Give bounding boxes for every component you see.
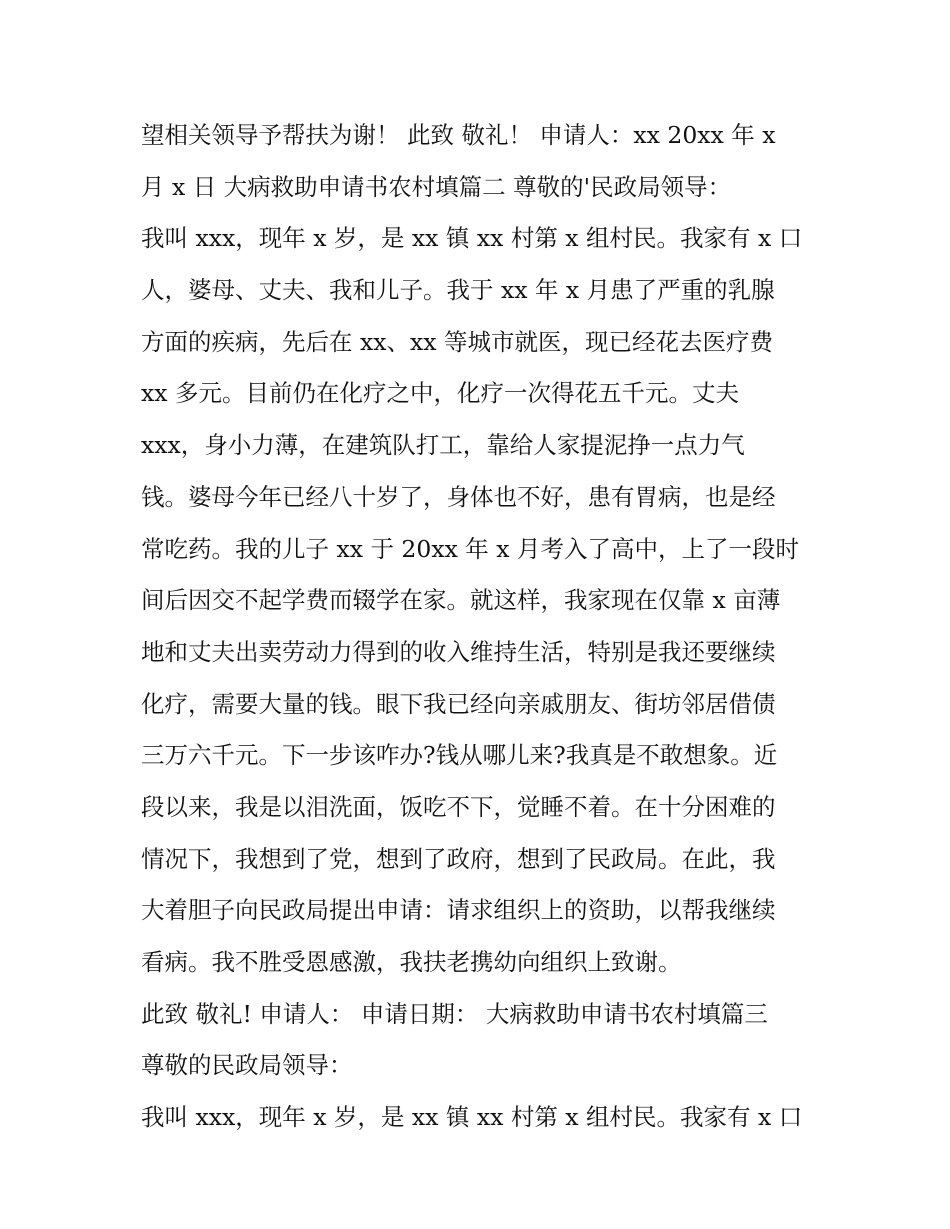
text-line: 此致 敬礼! 申请人： 申请日期： 大病救助申请书农村填篇三 (141, 999, 768, 1028)
text-line: xxx，身小力薄，在建筑队打工，靠给人家提泥挣一点力气 (141, 431, 745, 460)
text-line: 我叫 xxx，现年 x 岁，是 xx 镇 xx 村第 x 组村民。我家有 x 口 (141, 1103, 803, 1132)
text-line: 月 x 日 大病救助申请书农村填篇二 尊敬的'民政局领导： (141, 172, 732, 201)
document-body (141, 110, 821, 1144)
text-line: 我叫 xxx，现年 x 岁，是 xx 镇 xx 村第 x 组村民。我家有 x 口 (141, 224, 803, 253)
text-line: 三万六千元。下一步该咋办?钱从哪儿来?我真是不敢想象。近 (141, 741, 778, 770)
text-line: 看病。我不胜受恩感激，我扶老携幼向组织上致谢。 (141, 948, 682, 976)
text-line: 方面的疾病，先后在 xx、xx 等城市就医，现已经花去医疗费 (141, 327, 773, 356)
text-line: 钱。婆母今年已经八十岁了，身体也不好，患有胃病，也是经 (141, 482, 776, 511)
text-line: 间后因交不起学费而辍学在家。就这样，我家现在仅靠 x 亩薄 (141, 586, 781, 615)
text-line: 大着胆子向民政局提出申请：请求组织上的资助，以帮我继续 (141, 896, 776, 925)
text-line: 常吃药。我的儿子 xx 于 20xx 年 x 月考入了高中，上了一段时 (141, 534, 799, 563)
text-line: 地和丈夫出卖劳动力得到的收入维持生活，特别是我还要继续 (141, 637, 776, 666)
text-line: 望相关领导予帮扶为谢！ 此致 敬礼！ 申请人：xx 20xx 年 x (141, 121, 776, 149)
text-line: 化疗，需要大量的钱。眼下我已经向亲戚朋友、街坊邻居借债 (141, 689, 776, 718)
text-line: 情况下，我想到了党，想到了政府，想到了民政局。在此，我 (141, 844, 776, 873)
text-line: xx 多元。目前仍在化疗之中，化疗一次得花五千元。丈夫 (141, 379, 739, 408)
text-line: 段以来，我是以泪洗面，饭吃不下，觉睡不着。在十分困难的 (141, 792, 776, 821)
text-line: 人，婆母、丈夫、我和儿子。我于 xx 年 x 月患了严重的乳腺 (141, 276, 775, 305)
text-line: 尊敬的民政局领导： (141, 1051, 353, 1080)
